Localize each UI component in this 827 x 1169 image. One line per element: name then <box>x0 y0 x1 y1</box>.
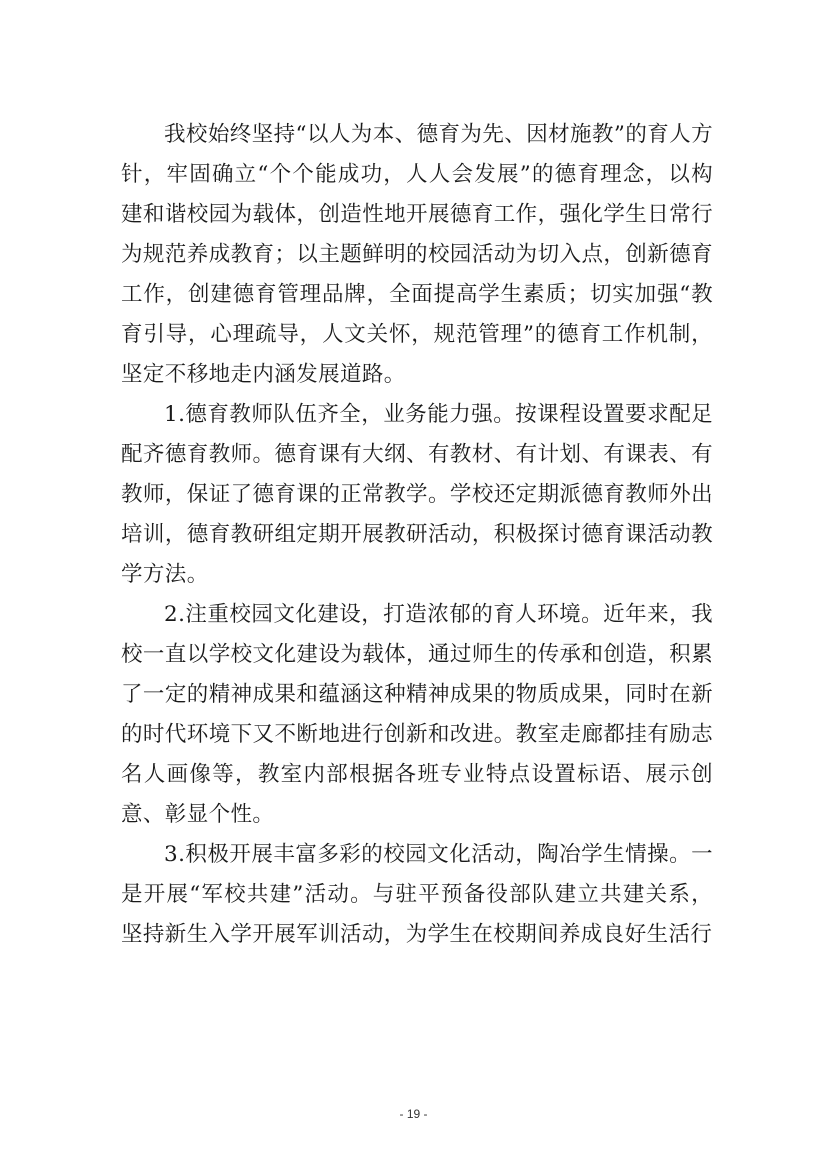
document-body <box>121 115 713 955</box>
paragraph-item-1: 1.德育教师队伍齐全，业务能力强。按课程设置要求配足配齐德育教师。德育课有大纲、有教材、有计划、有课表、有教师，保证了德育课的正常教学。学校还定期派德育教师外出培训，德育教研组定期开展教研活动，积极探讨德育课活动教学方法。 <box>121 402 713 587</box>
paragraph-intro: 我校始终坚持“以人为本、德育为先、因材施教”的育人方针，牢固确立“个个能成功，人人会发展”的德育理念，以构建和谐校园为载体，创造性地开展德育工作，强化学生日常行为规范养成教育；以主题鲜明的校园活动为切入点，创新德育工作，创建德育管理品牌，全面提高学生素质；切实加强“教育引导，心理疏导，人文关怀，规范管理”的德育工作机制，坚定不移地走内涵发展道路。 <box>121 122 713 387</box>
paragraph-item-2: 2.注重校园文化建设，打造浓郁的育人环境。近年来，我校一直以学校文化建设为载体，通过师生的传承和创造，积累了一定的精神成果和蕴涵这种精神成果的物质成果，同时在新的时代环境下又不断地进行创新和改进。教室走廊都挂有励志名人画像等，教室内部根据各班专业特点设置标语、展示创意、彰显个性。 <box>121 602 713 827</box>
page-number: - 19 - <box>399 1107 428 1121</box>
paragraph-item-3: 3.积极开展丰富多彩的校园文化活动，陶冶学生情操。一是开展“军校共建”活动。与驻平预备役部队建立共建关系，坚持新生入学开展军训活动，为学生在校期间养成良好生活行 <box>121 842 713 947</box>
